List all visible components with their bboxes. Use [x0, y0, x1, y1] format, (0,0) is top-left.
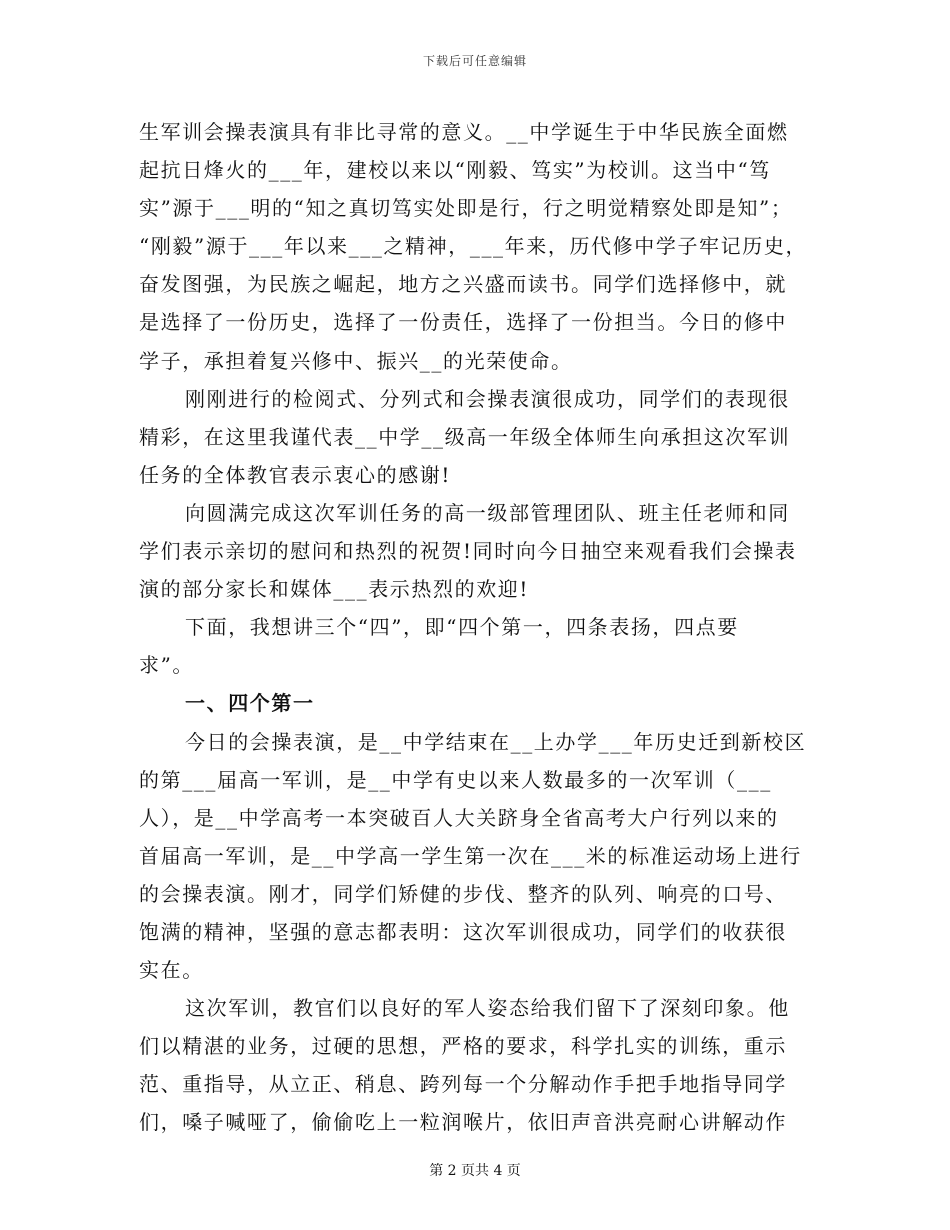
text-line: 是选择了一份历史，选择了一份责任，选择了一份担当。今日的修中	[139, 310, 787, 335]
text-line: 求”。	[139, 653, 195, 678]
section-heading: 一、四个第一	[185, 691, 315, 716]
text-line: 的第___届高一军训，是__中学有史以来人数最多的一次军训（___	[139, 767, 772, 792]
text-line: 任务的全体教官表示衷心的感谢!	[139, 462, 452, 487]
text-line: 今日的会操表演，是__中学结束在__上办学___年历史迁到新校区	[185, 729, 807, 754]
text-line: 实在。	[139, 958, 204, 983]
text-line: 们以精湛的业务，过硬的思想，严格的要求，科学扎实的训练，重示	[139, 1034, 787, 1059]
text-line: 向圆满完成这次军训任务的高一级部管理团队、班主任老师和同	[185, 500, 790, 525]
text-line: “刚毅”源于___年以来___之精神，___年来，历代修中学子牢记历史，	[139, 234, 808, 259]
text-line: 人），是__中学高考一本突破百人大关跻身全省高考大户行列以来的	[139, 805, 779, 830]
text-line: 饱满的精神，坚强的意志都表明：这次军训很成功，同学们的收获很	[139, 919, 787, 944]
page-header: 下载后可任意编辑	[422, 54, 527, 68]
text-line: 实”源于___明的“知之真切笃实处即是行，行之明觉精察处即是知”；	[139, 196, 793, 221]
page-footer: 第 2 页共 4 页	[429, 1163, 521, 1179]
text-line: 刚刚进行的检阅式、分列式和会操表演很成功，同学们的表现很	[185, 386, 790, 411]
text-line: 们，嗓子喊哑了，偷偷吃上一粒润喉片，依旧声音洪亮耐心讲解动作	[139, 1110, 787, 1135]
text-line: 的会操表演。刚才，同学们矫健的步伐、整齐的队列、响亮的口号、	[139, 881, 787, 906]
text-line: 下面，我想讲三个“四”，即“四个第一，四条表扬，四点要	[185, 615, 739, 640]
text-line: 精彩，在这里我谨代表__中学__级高一年级全体师生向承担这次军训	[139, 424, 791, 449]
text-line: 起抗日烽火的___年，建校以来以“刚毅、笃实”为校训。这当中“笃	[139, 158, 771, 183]
text-line: 学们表示亲切的慰问和热烈的祝贺!同时向今日抽空来观看我们会操表	[139, 539, 797, 564]
text-line: 这次军训，教官们以良好的军人姿态给我们留下了深刻印象。他	[185, 996, 790, 1021]
text-line: 学子，承担着复兴修中、振兴__的光荣使命。	[139, 348, 573, 373]
document-body	[139, 113, 819, 1142]
text-line: 奋发图强，为民族之崛起，地方之兴盛而读书。同学们选择修中，就	[139, 272, 787, 297]
text-line: 范、重指导，从立正、稍息、跨列每一个分解动作手把手地指导同学	[139, 1072, 787, 1097]
text-line: 首届高一军训，是__中学高一学生第一次在___米的标准运动场上进行	[139, 843, 802, 868]
text-line: 生军训会操表演具有非比寻常的意义。__中学诞生于中华民族全面燃	[139, 120, 789, 144]
text-line: 演的部分家长和媒体___表示热烈的欢迎!	[139, 577, 530, 602]
